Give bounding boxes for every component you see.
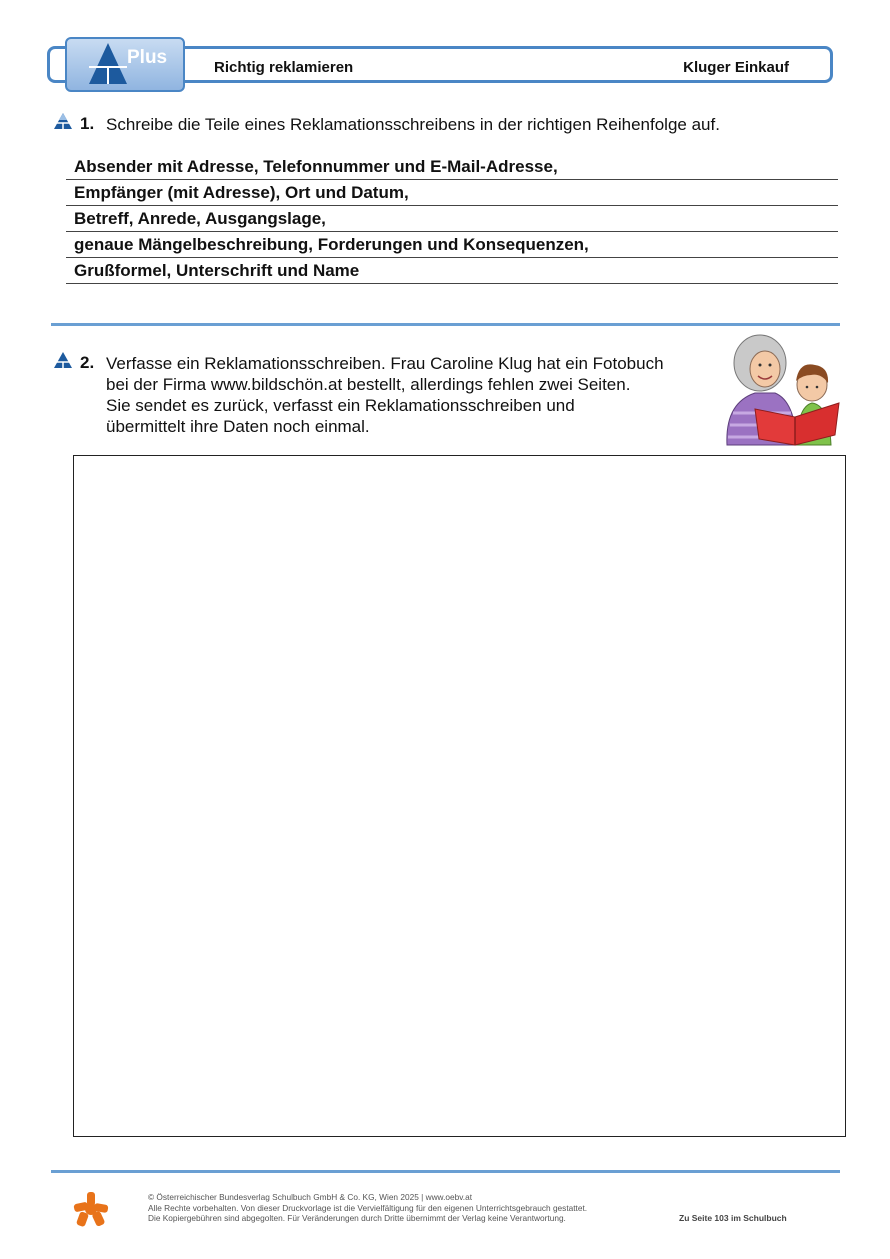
answer-text: Empfänger (mit Adresse), Ort und Datum,	[74, 183, 409, 202]
footer-divider	[51, 1170, 840, 1173]
footer-line-1: © Österreichischer Bundesverlag Schulbuch GmbH & Co. KG, Wien 2025 | www.oebv.at	[148, 1192, 472, 1202]
page-reference: Zu Seite 103 im Schulbuch	[679, 1213, 787, 1223]
answer-text: Absender mit Adresse, Telefonnummer und E-Mail-Adresse,	[74, 157, 558, 176]
copyright-notice	[148, 1192, 587, 1224]
plus-logo	[65, 37, 185, 92]
task2-line-1: Verfasse ein Reklamationsschreiben. Frau Caroline Klug hat ein Fotobuch	[106, 354, 664, 373]
footer-line-2: Alle Rechte vorbehalten. Von dieser Druckvorlage ist die Vervielfältigung für den eigenen Unterrichtsgebrauch gestattet.	[148, 1202, 588, 1213]
task1-number: 1.	[80, 114, 95, 133]
reading-illustration	[715, 333, 845, 448]
footer-line-3: Die Kopiergebühren sind abgegolten. Für Veränderungen durch Dritte übernimmt der Verlag keine Verantwortung.	[148, 1213, 566, 1223]
level-triangle-icon	[53, 351, 73, 369]
task2-line-4: übermittelt ihre Daten noch einmal.	[106, 417, 370, 436]
answer-text: Grußformel, Unterschrift und Name	[74, 261, 360, 280]
logo-text: Plus	[127, 47, 168, 68]
level-triangle-icon	[53, 112, 73, 130]
answer-line	[66, 154, 838, 180]
header-left-title: Richtig reklamieren	[214, 59, 354, 76]
writing-area[interactable]	[73, 455, 846, 1137]
section-divider	[51, 323, 840, 326]
answer-text: genaue Mängelbeschreibung, Forderungen und Konsequenzen,	[74, 235, 589, 254]
task2-number: 2.	[80, 353, 95, 372]
header-right-title: Kluger Einkauf	[683, 59, 789, 76]
answer-line	[66, 258, 838, 284]
answer-line	[66, 232, 838, 258]
task2-line-2: bei der Firma www.bildschön.at bestellt, allerdings fehlen zwei Seiten.	[106, 375, 631, 394]
task2-line-3: Sie sendet es zurück, verfasst ein Reklamationsschreiben und	[106, 396, 575, 415]
task1-instruction: Schreibe die Teile eines Reklamationsschreibens in der richtigen Reihenfolge auf.	[106, 115, 720, 134]
answer-text: Betreff, Anrede, Ausgangslage,	[74, 209, 326, 228]
answer-line	[66, 180, 838, 206]
answer-line	[66, 206, 838, 232]
publisher-logo-icon	[72, 1190, 110, 1228]
